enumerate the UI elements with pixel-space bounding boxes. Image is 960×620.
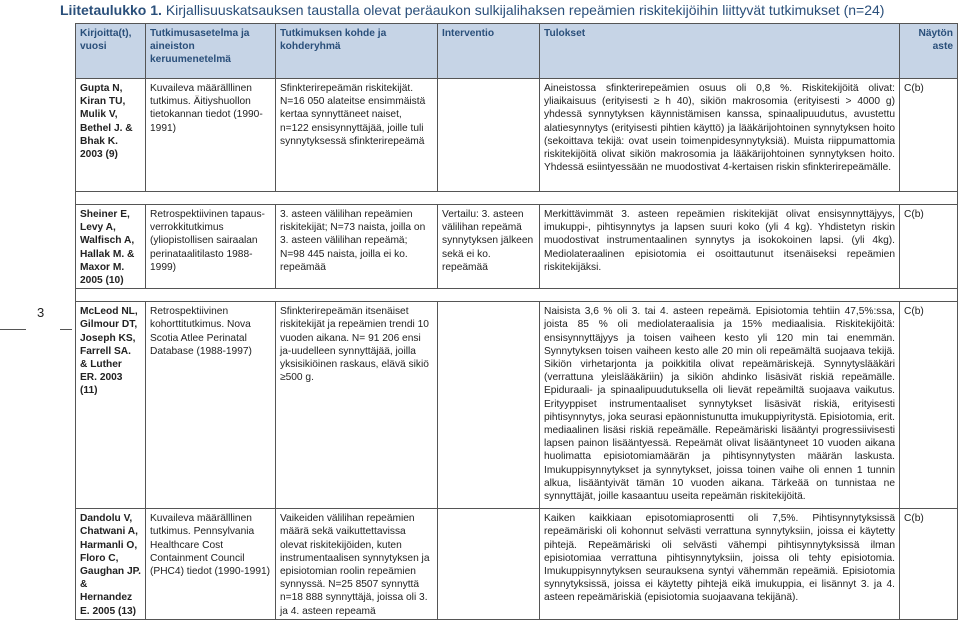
cell-evidence-level: C(b)	[900, 205, 958, 289]
title-text: Kirjallisuuskatsauksen taustalla olevat peräaukon sulkijalihaksen repeämien riskitekijöihin liittyvät tutkimukset (n=24)	[165, 2, 885, 18]
studies-table	[75, 23, 958, 620]
cell-author: Gupta N, Kiran TU, Mulik V, Bethel J. & Bhak K. 2003 (9)	[76, 79, 146, 192]
table-row	[76, 509, 958, 620]
row-separator	[76, 192, 958, 205]
document-title	[60, 2, 884, 18]
cell-author: Dandolu V, Chatwani A, Harmanli O, Floro C, Gaughan JP. & Hernandez E. 2005 (13)	[76, 509, 146, 620]
cell-target: Vaikeiden välilihan repeämien määrä sekä vaikuttettavissa olevat riskitekijöiden, kuten instrumentaalisen synnytyksen ja episiotomian roolin repeämien synnyssä. N=25 8507 synnyttä n=18 888 synnyttäjä, joissa oli 3. ja 4. asteen repeamä	[276, 509, 438, 620]
table-row	[76, 205, 958, 289]
page-number: 3	[37, 305, 45, 320]
header-evidence-level: Näytön aste	[900, 24, 958, 79]
header-target: Tutkimuksen kohde ja kohderyhmä	[276, 24, 438, 79]
cell-results: Aineistossa sfinkterirepeämien osuus oli 0,8 %. Riskitekijöitä olivat: yliaikaisuus (erityisesti ≥ h 40), sikiön makrosomia (erityisesti > 4000 g) yhdessä synnytyksen käynnistämisen kanssa, spinaalipuudutus, avustettu alatiesynnytys (erityisesti pihtien käyttö) ja lääkärijohtoinen synnytyksen hoito (sekoittava tekijä: ovat usein toimenpidesynnytyksiä). Muista riippumattomia riskitekijöitä olivat sikiön makrosomia ja lääkärijohtoinen synnytyksen hoito. Yhdessä esiintyessään ne muodostivat 4-kertaisen riskin sfinkterirepeämälle.	[540, 79, 900, 192]
margin-rule-short	[60, 329, 72, 330]
cell-results: Naisista 3,6 % oli 3. tai 4. asteen repeämä. Episiotomia tehtiin 47,5%:ssa, joista 85 % oli mediolateraalisia ja 15% mediaalisia. Riskitekijöitä: ensisynnyttäjyys ja toisen vaiheen kesto yli 120 min tai enemmän. Synnytyksen toisen vaiheen kesto alle 20 min oli repeämältä suojaava tekijä. Sikiön virhetarjonta ja poikkitila olivat repeämäriskejä. Synnytyslääkäri (verrattuna yleislääkäriin) ja sikiön ahdinko lisäsivät riskiä repeämälle. Epiduraali- ja spinaalipuudutuksella oli lievät repeämiltä suojaava vaikutus. Erityyppiset instrumentaaliset synnytykset lisäsivät riskiä, erityisesti pihtisynnytys, joka seurasi epäonnistunutta imukuppiyritystä. Episiotomia, erit. mediaalinen lisäsi riskiä repeämälle. Repeämäriski lisääntyi progressiivisesti lapsen painon lisääntyessä. Repeämät olivat lisääntyneet 10 vuoden aikana huolimatta episiotomiamäärän ja pihtisynnytysten määrän laskusta. Imukuppisynnytykset ja synnytykset, joissa toinen vaihe oli ennen 1 tunnin alkua, lisääntyivät tämän 10 vuoden aikana. Tärkeää on tunnistaa ne synnyttäjät, joille kasaantuu useita repeämän riskitekijöitä.	[540, 302, 900, 509]
title-label: Liitetaulukko 1.	[60, 2, 162, 18]
cell-evidence-level: C(b)	[900, 79, 958, 192]
cell-design: Kuvaileva määrälllinen tutkimus. Pennsylvania Healthcare Cost Containment Council (PHC4) tiedot (1990-1991)	[146, 509, 276, 620]
margin-rule	[0, 329, 26, 330]
cell-intervention	[438, 509, 540, 620]
cell-results: Merkittävimmät 3. asteen repeämien riskitekijät olivat ensisynnyttäjyys, imukuppi-, pihtisynnytys ja lapsen suuri koko (yli 4 kg). Yhdistetyn riskin muodostivat instrumentaalinen synnytys ja isokokoinen lapsi. (yli 4kg). Mediolateraalinen episiotomia ei osoittautunut itsenäiseksi repeämien riskitekijäksi.	[540, 205, 900, 289]
cell-evidence-level: C(b)	[900, 509, 958, 620]
cell-intervention	[438, 79, 540, 192]
cell-target: 3. asteen välilihan repeämien riskitekijät; N=73 naista, joilla on 3. asteen välilihan repeämä; N=98 445 naista, joilla ei ko. repeämää	[276, 205, 438, 289]
header-design: Tutkimusasetelma ja aineiston keruumenetelmä	[146, 24, 276, 79]
cell-target: Sfinkterirepeämän itsenäiset riskitekijät ja repeämien trendi 10 vuoden aikana. N= 91 206 ensi ja-uudelleen synnyttäjää, joilla yksisikiöinen raskaus, elävä sikiö ≥500 g.	[276, 302, 438, 509]
cell-author: McLeod NL, Gilmour DT, Joseph KS, Farrell SA. & Luther ER. 2003 (11)	[76, 302, 146, 509]
cell-intervention: Vertailu: 3. asteen välilihan repeämä synnytyksen jälkeen sekä ei ko. repeämää	[438, 205, 540, 289]
table-row	[76, 302, 958, 509]
cell-design: Kuvaileva määrälllinen tutkimus. Äitiyshuollon tietokannan tiedot (1990-1991)	[146, 79, 276, 192]
table-header-row	[76, 24, 958, 79]
header-results: Tulokset	[540, 24, 900, 79]
header-intervention: Interventio	[438, 24, 540, 79]
cell-evidence-level: C(b)	[900, 302, 958, 509]
header-author: Kirjoitta(t), vuosi	[76, 24, 146, 79]
table-row	[76, 79, 958, 192]
cell-author: Sheiner E, Levy A, Walfisch A, Hallak M. & Maxor M. 2005 (10)	[76, 205, 146, 289]
cell-target: Sfinkterirepeämän riskitekijät. N=16 050 alateitse ensimmäistä kertaa synnyttäneet naiset, n=122 ensisynnyttäjää, joille tuli synnytyksessä sfinkterirepeämä	[276, 79, 438, 192]
cell-intervention	[438, 302, 540, 509]
cell-design: Retrospektiivinen tapaus-verrokkitutkimus (yliopistollisen sairaalan perinataalitilasto 1988-1999)	[146, 205, 276, 289]
cell-results: Kaiken kaikkiaan episotomiaprosentti oli 7,5%. Pihtisynnytyksissä repeämäriski oli kohonnut selvästi verrattuna synnytyksiin, joissa ei käytetty pihtejä. Repeämäriski oli selvästi vähempi pihtisynnytyksissä ilman episiotomiaa verrattuna pihtisynnytyksiin, joissa oli tehty episiotomia. Imukuppisynnytyksen seurauksena syntyi vähemmän repeämiä. Episiotomia synnytyksissä, joissa ei käytetty pihtejä eikä imukuppia, ei lisännyt 3. ja 4. asteen repeämäriskiä (episiotomia suojaavana tekijänä).	[540, 509, 900, 620]
row-separator	[76, 289, 958, 302]
cell-design: Retrospektiivinen kohorttitutkimus. Nova Scotia Atlee Perinatal Database (1988-1997)	[146, 302, 276, 509]
